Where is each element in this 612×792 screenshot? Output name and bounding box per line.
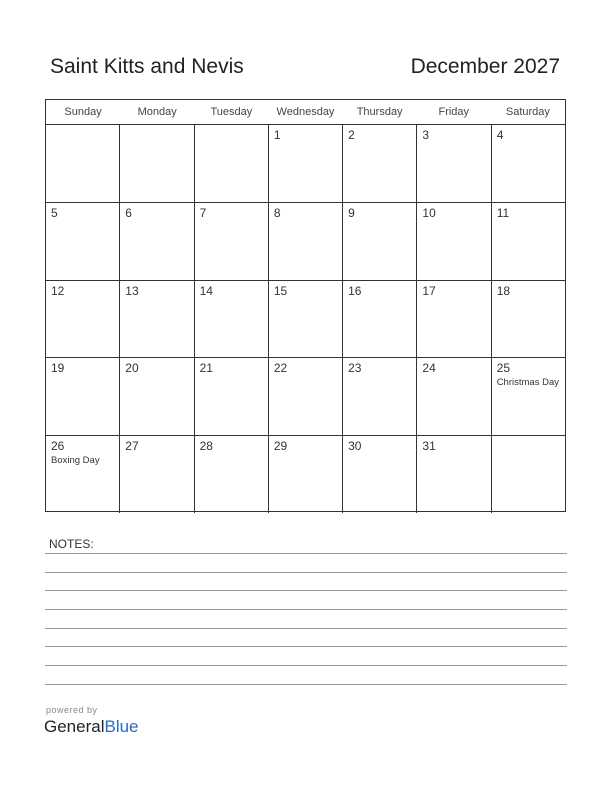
day-number: 3 bbox=[422, 128, 430, 142]
day-number: 14 bbox=[199, 283, 213, 298]
day-cell bbox=[269, 358, 343, 435]
notes-line bbox=[45, 572, 567, 573]
powered-by-text: powered by bbox=[46, 705, 98, 715]
day-number: 26 bbox=[51, 439, 65, 454]
day-cell bbox=[120, 203, 194, 280]
day-cell bbox=[46, 281, 120, 358]
day-cell bbox=[120, 281, 194, 358]
day-number: 20 bbox=[125, 361, 139, 376]
week-row bbox=[46, 281, 565, 359]
brand-blue: Blue bbox=[104, 717, 139, 736]
day-cell bbox=[492, 125, 565, 202]
day-number: 15 bbox=[273, 283, 288, 298]
day-cell bbox=[343, 203, 417, 280]
day-number: 10 bbox=[422, 205, 436, 220]
day-cell bbox=[492, 436, 565, 513]
weekday-tuesday: Tuesday bbox=[210, 106, 253, 118]
day-cell bbox=[195, 203, 269, 280]
day-cell bbox=[120, 125, 194, 202]
day-cell bbox=[417, 281, 491, 358]
weekday-saturday: Saturday bbox=[505, 106, 550, 118]
day-cell bbox=[492, 203, 565, 280]
day-cell bbox=[46, 358, 120, 435]
day-cell bbox=[417, 436, 491, 513]
day-number: 4 bbox=[496, 128, 504, 142]
weekday-sunday: Sunday bbox=[64, 106, 102, 118]
holiday-label: Christmas Day bbox=[496, 377, 559, 389]
notes-line bbox=[45, 684, 567, 685]
weekday-thursday: Thursday bbox=[356, 106, 403, 118]
day-number: 1 bbox=[273, 128, 281, 142]
day-cell bbox=[195, 436, 269, 513]
brand-general: General bbox=[44, 717, 105, 736]
day-number: 5 bbox=[51, 205, 58, 220]
day-cell bbox=[46, 203, 120, 280]
day-number: 18 bbox=[496, 283, 511, 298]
notes-line bbox=[45, 646, 567, 647]
day-cell bbox=[343, 281, 417, 358]
day-number: 17 bbox=[422, 283, 436, 298]
day-number: 21 bbox=[199, 361, 213, 376]
day-cell bbox=[417, 203, 491, 280]
day-number: 16 bbox=[348, 283, 362, 298]
day-number: 28 bbox=[199, 439, 213, 454]
day-cell bbox=[417, 358, 491, 435]
day-cell bbox=[120, 436, 194, 513]
week-row bbox=[46, 203, 565, 281]
day-cell bbox=[269, 281, 343, 358]
calendar-grid bbox=[45, 99, 566, 512]
day-number: 24 bbox=[422, 361, 436, 376]
weekday-friday: Friday bbox=[438, 106, 470, 118]
notes-line bbox=[45, 590, 567, 591]
day-cell bbox=[343, 125, 417, 202]
day-number: 11 bbox=[496, 205, 510, 220]
day-number: 27 bbox=[125, 439, 139, 454]
day-cell bbox=[46, 436, 120, 513]
day-cell bbox=[417, 125, 491, 202]
notes-line bbox=[45, 553, 567, 554]
day-number: 8 bbox=[273, 205, 281, 220]
weekday-wednesday: Wednesday bbox=[276, 106, 335, 118]
day-cell bbox=[492, 281, 565, 358]
day-cell bbox=[269, 125, 343, 202]
day-cell bbox=[343, 436, 417, 513]
week-row bbox=[46, 358, 565, 436]
day-number: 13 bbox=[125, 283, 139, 298]
day-number: 25 bbox=[496, 361, 511, 376]
day-number: 22 bbox=[273, 361, 288, 376]
day-cell bbox=[269, 436, 343, 513]
country-title: Saint Kitts and Nevis bbox=[50, 55, 244, 78]
weekday-header bbox=[46, 100, 565, 125]
day-number: 7 bbox=[199, 205, 207, 220]
day-number: 31 bbox=[422, 439, 436, 454]
day-cell bbox=[492, 358, 565, 435]
holiday-label: Boxing Day bbox=[51, 455, 100, 467]
week-row bbox=[46, 125, 565, 203]
day-cell bbox=[195, 125, 269, 202]
day-number: 19 bbox=[51, 361, 65, 376]
day-number: 9 bbox=[348, 205, 355, 220]
day-number: 29 bbox=[273, 439, 288, 454]
day-cell bbox=[269, 203, 343, 280]
calendar-body bbox=[46, 125, 565, 513]
generalblue-logo bbox=[44, 717, 139, 737]
day-cell bbox=[46, 125, 120, 202]
day-cell bbox=[120, 358, 194, 435]
day-number: 12 bbox=[51, 283, 65, 298]
notes-line bbox=[45, 665, 567, 666]
day-number: 30 bbox=[348, 439, 362, 454]
notes-label: NOTES: bbox=[49, 537, 94, 551]
day-cell bbox=[195, 281, 269, 358]
notes-line bbox=[45, 628, 567, 629]
day-cell bbox=[343, 358, 417, 435]
month-title: December 2027 bbox=[410, 55, 560, 78]
day-number: 6 bbox=[125, 205, 132, 220]
weekday-monday: Monday bbox=[137, 106, 177, 118]
notes-line bbox=[45, 609, 567, 610]
day-number: 23 bbox=[348, 361, 362, 376]
week-row bbox=[46, 436, 565, 513]
day-cell bbox=[195, 358, 269, 435]
day-number: 2 bbox=[348, 128, 355, 142]
